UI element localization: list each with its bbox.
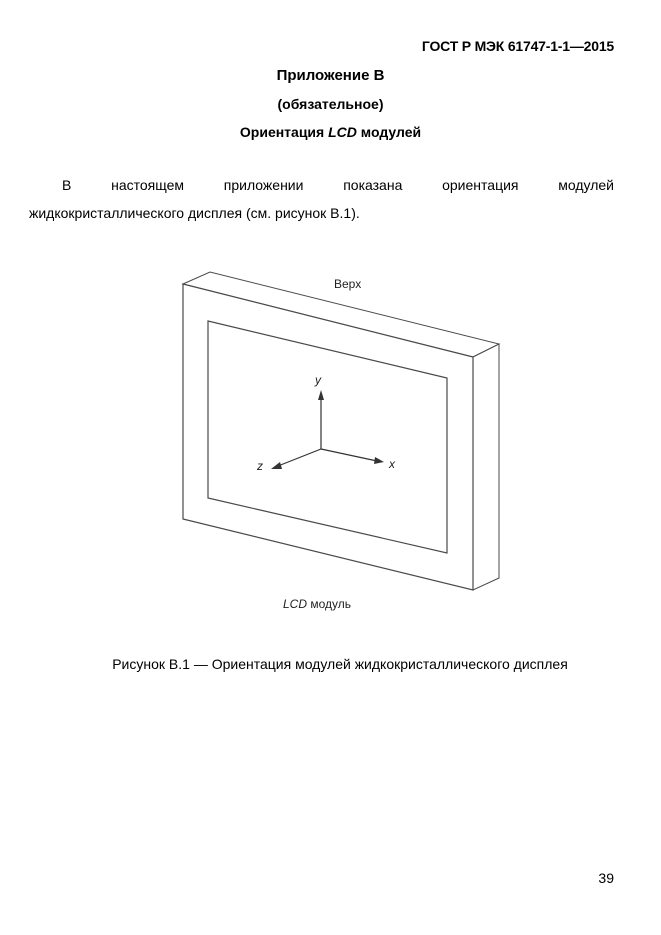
y-axis-label: y	[315, 373, 321, 387]
top-label: Верх	[334, 277, 362, 291]
module-side-face	[473, 344, 499, 590]
appendix-title: Приложение В	[276, 67, 385, 84]
standard-id: ГОСТ Р МЭК 61747-1-1—2015	[421, 38, 614, 54]
module-label	[283, 597, 351, 611]
figure-caption: Рисунок В.1 — Ориентация модулей жидкокристаллического дисплея	[112, 656, 568, 672]
appendix-status: (обязательное)	[277, 96, 384, 112]
x-axis-label: x	[389, 457, 395, 471]
section-heading-lcd: LCD	[328, 124, 357, 140]
body-paragraph-line-1: В настоящем приложении показана ориентация модулей	[62, 177, 614, 193]
section-heading-suffix: модулей	[356, 124, 422, 140]
module-label-rest: модуль	[307, 597, 352, 611]
z-axis-label: z	[257, 459, 263, 473]
body-paragraph-line-2: жидкокристаллического дисплея (см. рисунок В.1).	[29, 205, 360, 221]
module-label-lcd: LCD	[283, 597, 308, 611]
section-heading-prefix: Ориентация	[239, 124, 329, 140]
page-number: 39	[598, 870, 614, 886]
